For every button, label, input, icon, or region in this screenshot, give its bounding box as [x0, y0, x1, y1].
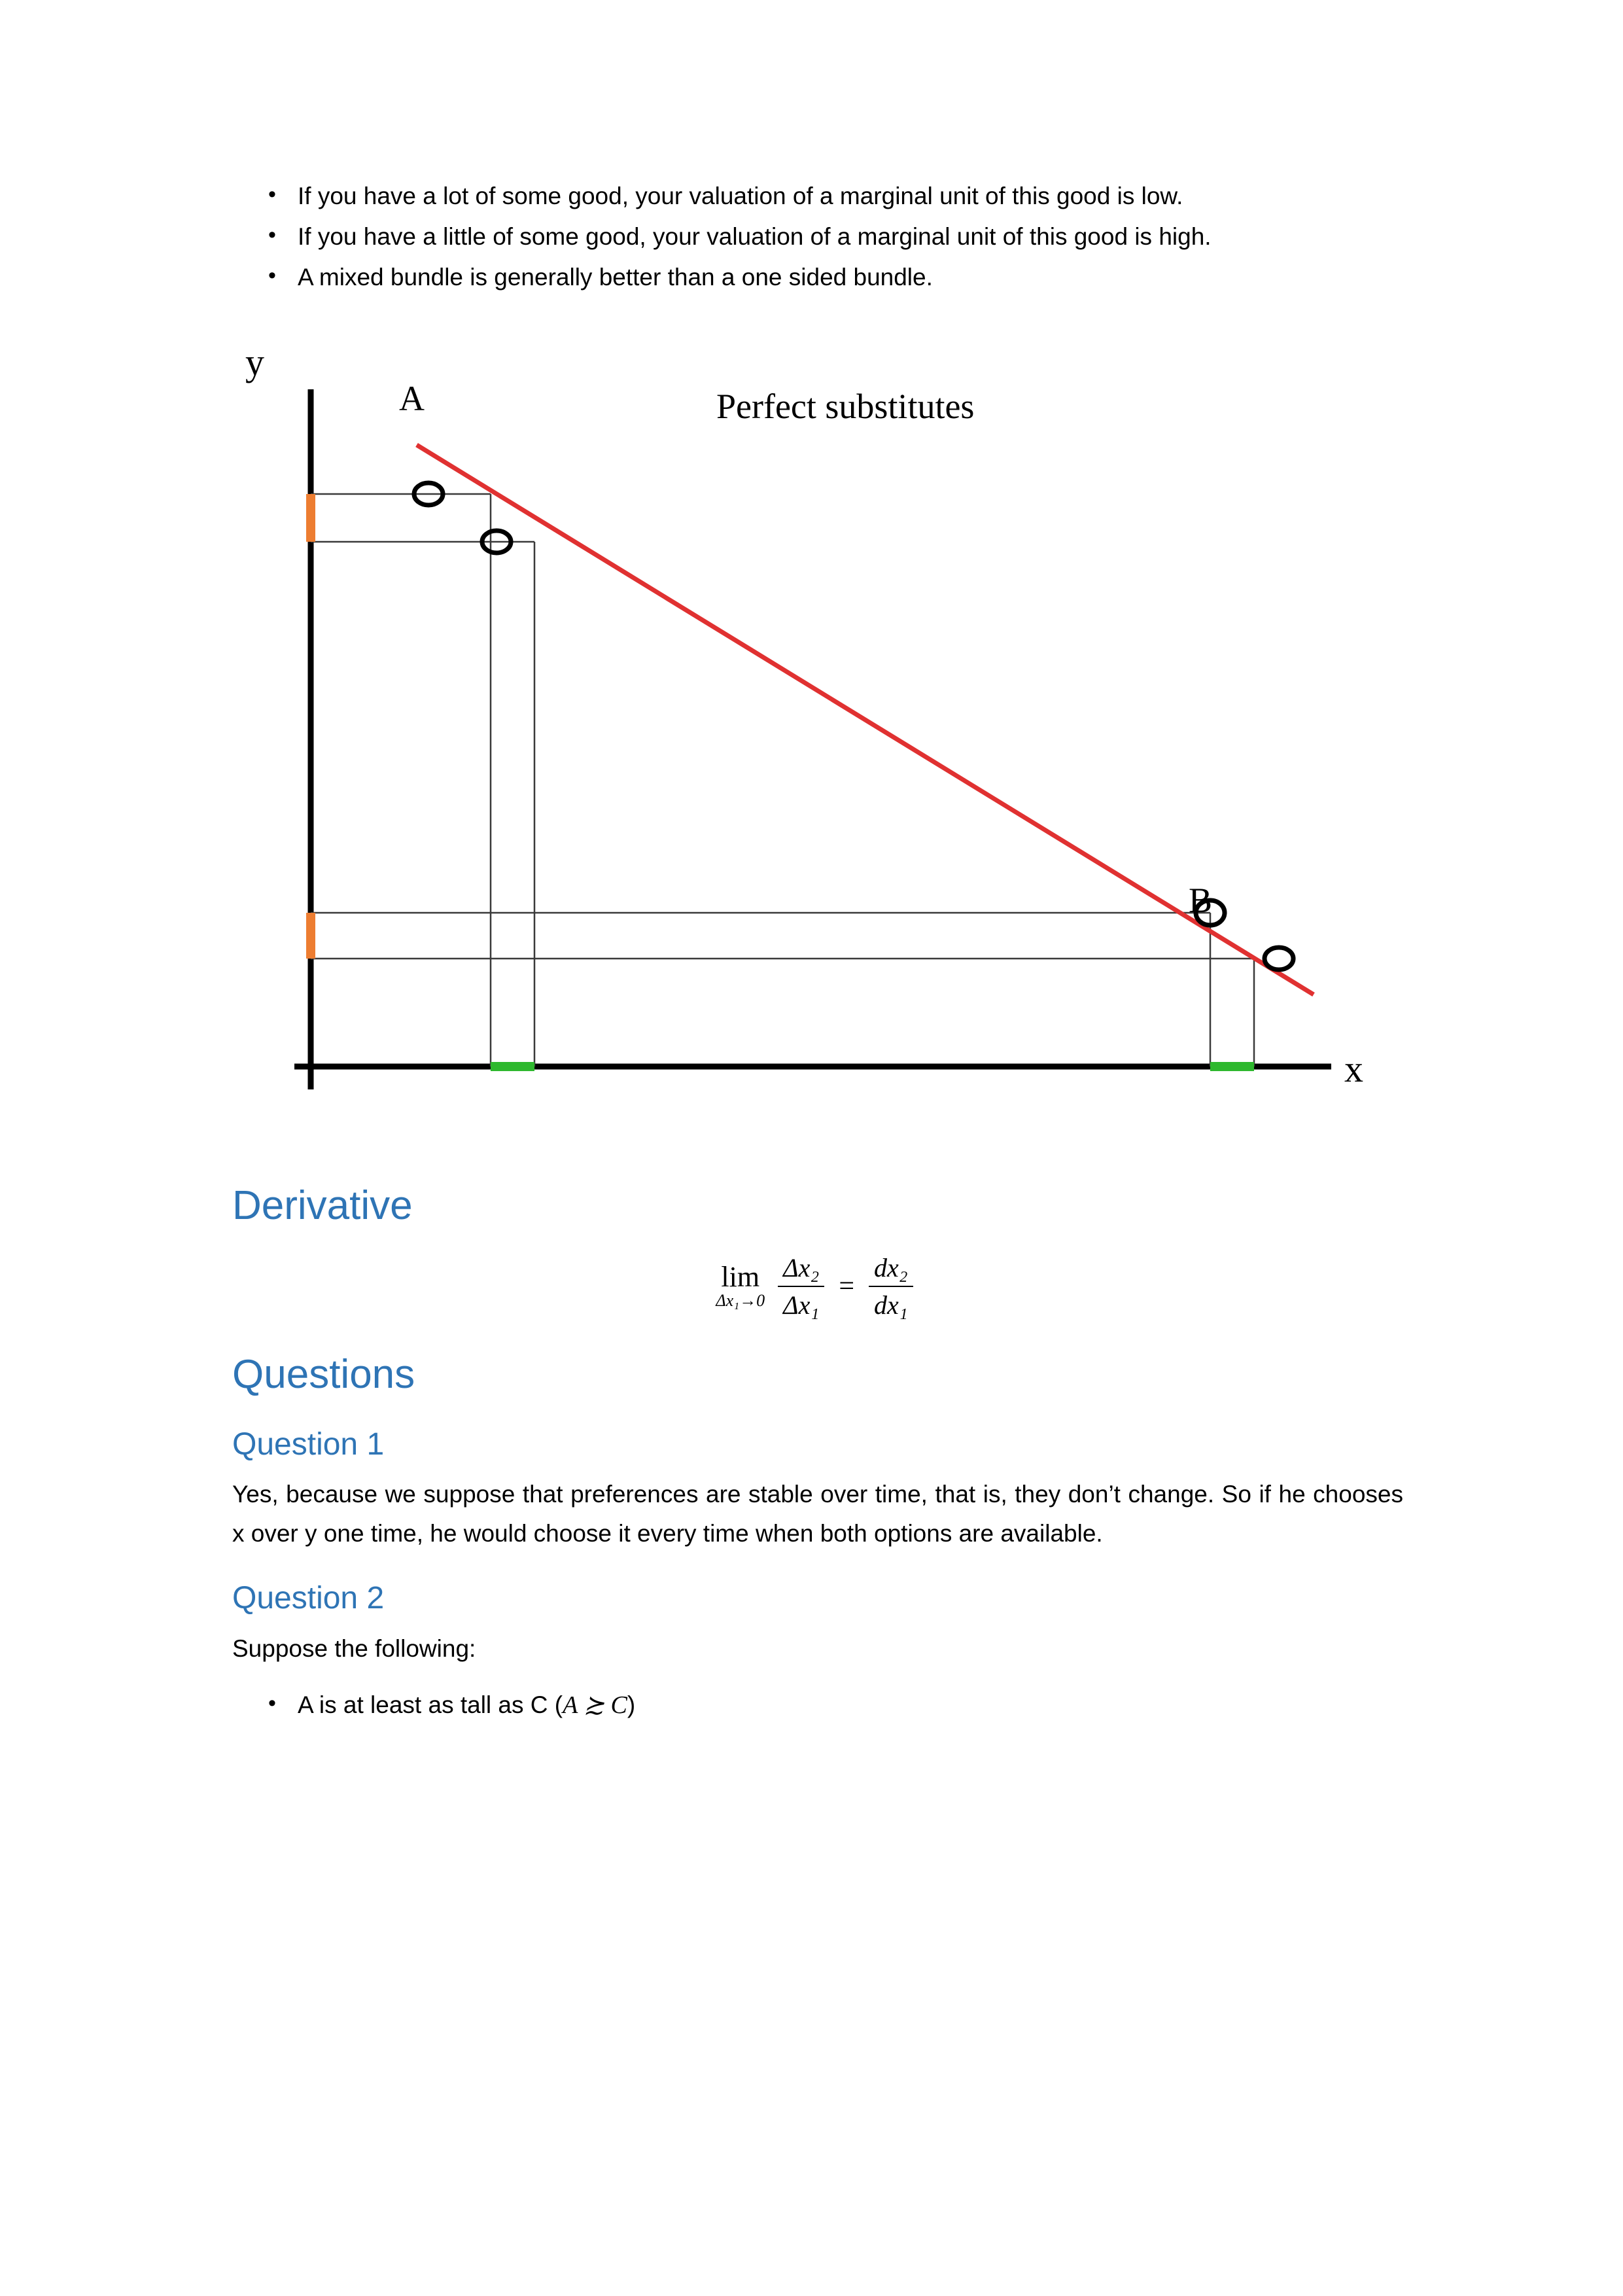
- equals-sign: =: [839, 1271, 854, 1302]
- point-a-label: A: [399, 378, 425, 418]
- question-2-bullet-list: [232, 1686, 1403, 1726]
- list-item-text-lead: A is at least as tall as C (: [298, 1691, 563, 1718]
- list-item: [232, 177, 1403, 216]
- heading-questions: Questions: [232, 1352, 415, 1398]
- fraction-denominator: dx₁: [874, 1290, 908, 1320]
- heading-derivative: Derivative: [232, 1182, 413, 1228]
- preference-relation-math: A ≿ C: [563, 1691, 627, 1719]
- bullet-icon: •: [268, 262, 276, 288]
- figure-canvas: [232, 334, 1403, 1152]
- derivative-formula: [232, 1252, 1403, 1320]
- page-content: [232, 177, 1403, 1727]
- fraction-delta: [778, 1252, 824, 1320]
- x-axis-label: x: [1344, 1047, 1363, 1090]
- bundle-marker-b2: [1265, 947, 1293, 970]
- perfect-substitutes-figure: [232, 334, 1403, 1152]
- limit-label: lim: [721, 1260, 760, 1293]
- heading-question-2: Question 2: [232, 1581, 385, 1616]
- fraction-numerator: Δx₂: [778, 1252, 824, 1287]
- bullet-icon: •: [268, 182, 276, 207]
- list-item: [232, 258, 1403, 297]
- question-2-paragraph: Suppose the following:: [232, 1634, 476, 1662]
- list-item-text: A mixed bundle is generally better than a one sided bundle.: [298, 263, 933, 291]
- heading-question-1: Question 1: [232, 1426, 385, 1462]
- point-b-label: B: [1189, 880, 1213, 920]
- bullet-icon: •: [268, 222, 276, 247]
- list-item: [232, 1686, 1403, 1726]
- question-1-paragraph: Yes, because we suppose that preferences are stable over time, that is, they don’t change. So if he chooses x over y one time, he would choose it every time when both options are available.: [232, 1481, 1403, 1547]
- list-item-text: If you have a little of some good, your valuation of a marginal unit of this good is high.: [298, 222, 1212, 250]
- limit-operator: [716, 1260, 765, 1311]
- list-item-text: [298, 1686, 1403, 1726]
- list-item: [232, 217, 1403, 256]
- list-item-text-tail: ): [627, 1691, 636, 1718]
- list-item-text: If you have a lot of some good, your valuation of a marginal unit of this good is low.: [298, 183, 1183, 209]
- limit-subscript: Δx₁→0: [716, 1290, 765, 1310]
- bullet-icon: •: [268, 1690, 276, 1716]
- intro-bullet-list: [232, 177, 1403, 297]
- y-axis-label: y: [245, 340, 264, 383]
- fraction-denominator: Δx₁: [783, 1290, 820, 1320]
- fraction-numerator: dx₂: [869, 1252, 913, 1287]
- figure-title: Perfect substitutes: [716, 386, 975, 426]
- fraction-differential: [869, 1252, 913, 1320]
